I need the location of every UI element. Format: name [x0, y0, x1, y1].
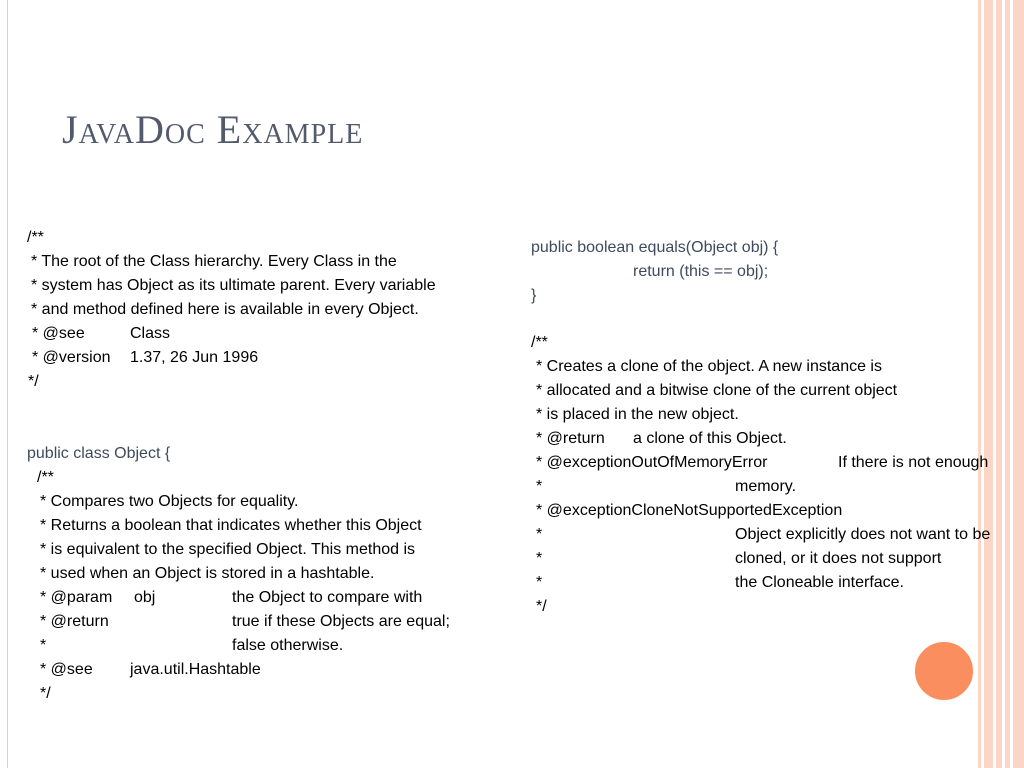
- code-tag: * @exceptionOutOfMemoryError: [536, 454, 768, 471]
- right-stripe: [978, 0, 981, 768]
- code-line: /**: [531, 334, 548, 351]
- code-line: */: [28, 373, 39, 390]
- code-value: the Cloneable interface.: [735, 574, 904, 591]
- code-value: true if these Objects are equal;: [232, 613, 450, 630]
- code-tag: * @return: [536, 430, 605, 447]
- left-accent-line: [7, 0, 8, 768]
- code-line: */: [536, 598, 547, 615]
- code-value: memory.: [735, 478, 797, 495]
- code-tag: *: [536, 478, 543, 495]
- method-signature: public boolean equals(Object obj) {: [531, 239, 779, 256]
- code-value: a clone of this Object.: [633, 430, 787, 447]
- code-value: the Object to compare with: [232, 589, 423, 606]
- right-stripe: [1013, 0, 1024, 768]
- code-line: */: [40, 685, 51, 702]
- code-tag: *: [40, 637, 47, 654]
- code-value: false otherwise.: [232, 637, 344, 654]
- code-value: 1.37, 26 Jun 1996: [130, 349, 259, 366]
- code-value: cloned, or it does not support: [735, 550, 942, 567]
- code-tag: * @see: [40, 661, 93, 678]
- right-stripe: [1005, 0, 1010, 768]
- code-line: * is equivalent to the specified Object. This method is: [40, 541, 416, 558]
- code-tag: *: [536, 574, 543, 591]
- code-value: Object explicitly does not want to be: [735, 526, 991, 543]
- code-tag: * @version: [32, 349, 111, 366]
- code-param: obj: [134, 589, 156, 606]
- code-line: * and method defined here is available in every Object.: [31, 301, 419, 318]
- code-line: /**: [37, 469, 54, 486]
- code-line: * The root of the Class hierarchy. Every Class in the: [31, 253, 397, 270]
- method-close: }: [531, 287, 537, 304]
- right-stripe: [996, 0, 1002, 768]
- code-tag: * @exceptionCloneNotSupportedException: [536, 502, 843, 519]
- code-tag: * @param: [40, 589, 113, 606]
- code-line: * used when an Object is stored in a hashtable.: [40, 565, 375, 582]
- code-line: * system has Object as its ultimate parent. Every variable: [31, 277, 436, 294]
- code-value: java.util.Hashtable: [130, 661, 261, 678]
- code-line: * is placed in the new object.: [536, 406, 739, 423]
- method-body: return (this == obj);: [633, 263, 769, 280]
- code-line: * allocated and a bitwise clone of the current object: [536, 382, 898, 399]
- right-stripe: [984, 0, 993, 768]
- decorative-circle: [913, 640, 975, 702]
- code-tag: * @see: [32, 325, 85, 342]
- code-line: /**: [27, 229, 44, 246]
- slide-title: JavaDoc Example: [62, 107, 364, 152]
- code-line: * Returns a boolean that indicates whether this Object: [40, 517, 422, 534]
- code-line: * Compares two Objects for equality.: [40, 493, 299, 510]
- code-tag: * @return: [40, 613, 109, 630]
- code-tag: *: [536, 550, 543, 567]
- code-line: * Creates a clone of the object. A new instance is: [536, 358, 882, 375]
- class-declaration: public class Object {: [27, 445, 171, 462]
- code-value: Class: [130, 325, 171, 342]
- code-tag: *: [536, 526, 543, 543]
- code-value: If there is not enough: [838, 454, 989, 471]
